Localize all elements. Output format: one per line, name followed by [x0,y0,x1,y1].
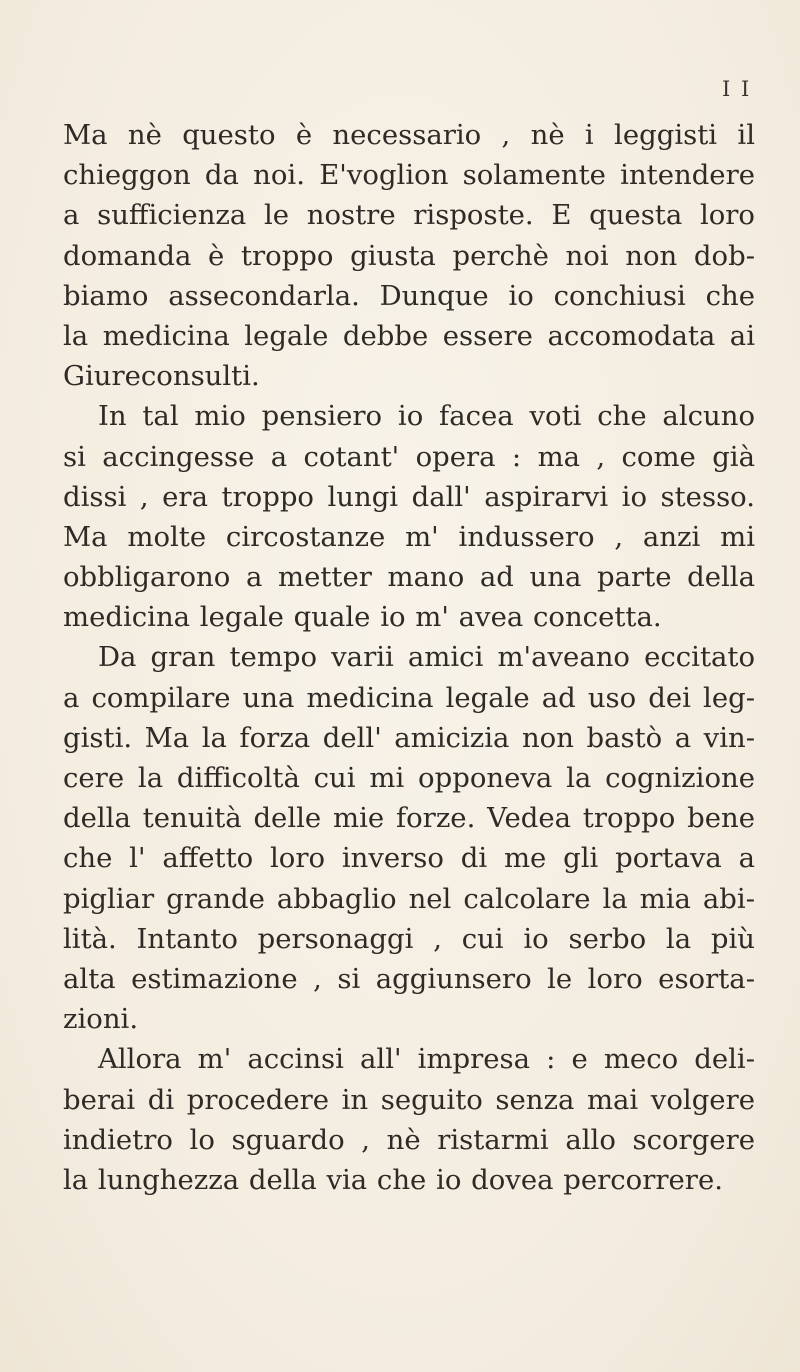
text-line: la lunghezza della via che io dovea percorrere. [63,1163,723,1196]
text-line: la medicina legale debbe essere accomodata ai [63,319,755,352]
text-line: lità. Intanto personaggi , cui io serbo la più [63,922,755,955]
text-line: che l' affetto loro inverso di me gli portava a [63,842,755,875]
text-line: chieggon da noi. E'voglion solamente intendere [63,159,755,192]
text-line: domanda è troppo giusta perchè noi non dob- [63,239,755,272]
text-line: Da gran tempo varii amici m'aveano eccitato [98,641,755,674]
text-line: zioni. [63,1003,139,1036]
text-line: si accingesse a cotant' opera : ma , come già [63,440,755,473]
text-line: Ma molte circostanze m' indussero , anzi mi [63,520,755,553]
page-number: I I [722,77,752,101]
text-line: In tal mio pensiero io facea voti che alcuno [98,400,755,433]
text-line: a sufficienza le nostre risposte. E questa loro [63,199,755,232]
text-line: pigliar grande abbaglio nel calcolare la mia abi- [63,882,755,915]
text-line: medicina legale quale io m' avea concetta. [63,601,662,634]
text-line: Giureconsulti. [63,360,260,393]
body-text [63,115,755,1200]
text-line: della tenuità delle mie forze. Vedea troppo bene [63,802,755,835]
text-line: indietro lo sguardo , nè ristarmi allo scorgere [63,1123,755,1156]
text-line: obbligarono a metter mano ad una parte della [63,561,755,594]
text-line: berai di procedere in seguito senza mai volgere [63,1083,755,1116]
text-line: biamo assecondarla. Dunque io conchiusi che [63,279,755,312]
text-line: Ma nè questo è necessario , nè i leggisti il [63,119,755,151]
text-line: alta estimazione , si aggiunsero le loro esorta- [63,962,755,995]
text-line: Allora m' accinsi all' impresa : e meco deli- [98,1043,755,1076]
text-line: cere la difficoltà cui mi opponeva la cognizione [63,762,755,794]
text-line: dissi , era troppo lungi dall' aspirarvi io stesso. [63,480,755,513]
text-line: a compilare una medicina legale ad uso dei leg- [63,681,755,714]
text-line: gisti. Ma la forza dell' amicizia non bastò a vin- [63,721,755,754]
